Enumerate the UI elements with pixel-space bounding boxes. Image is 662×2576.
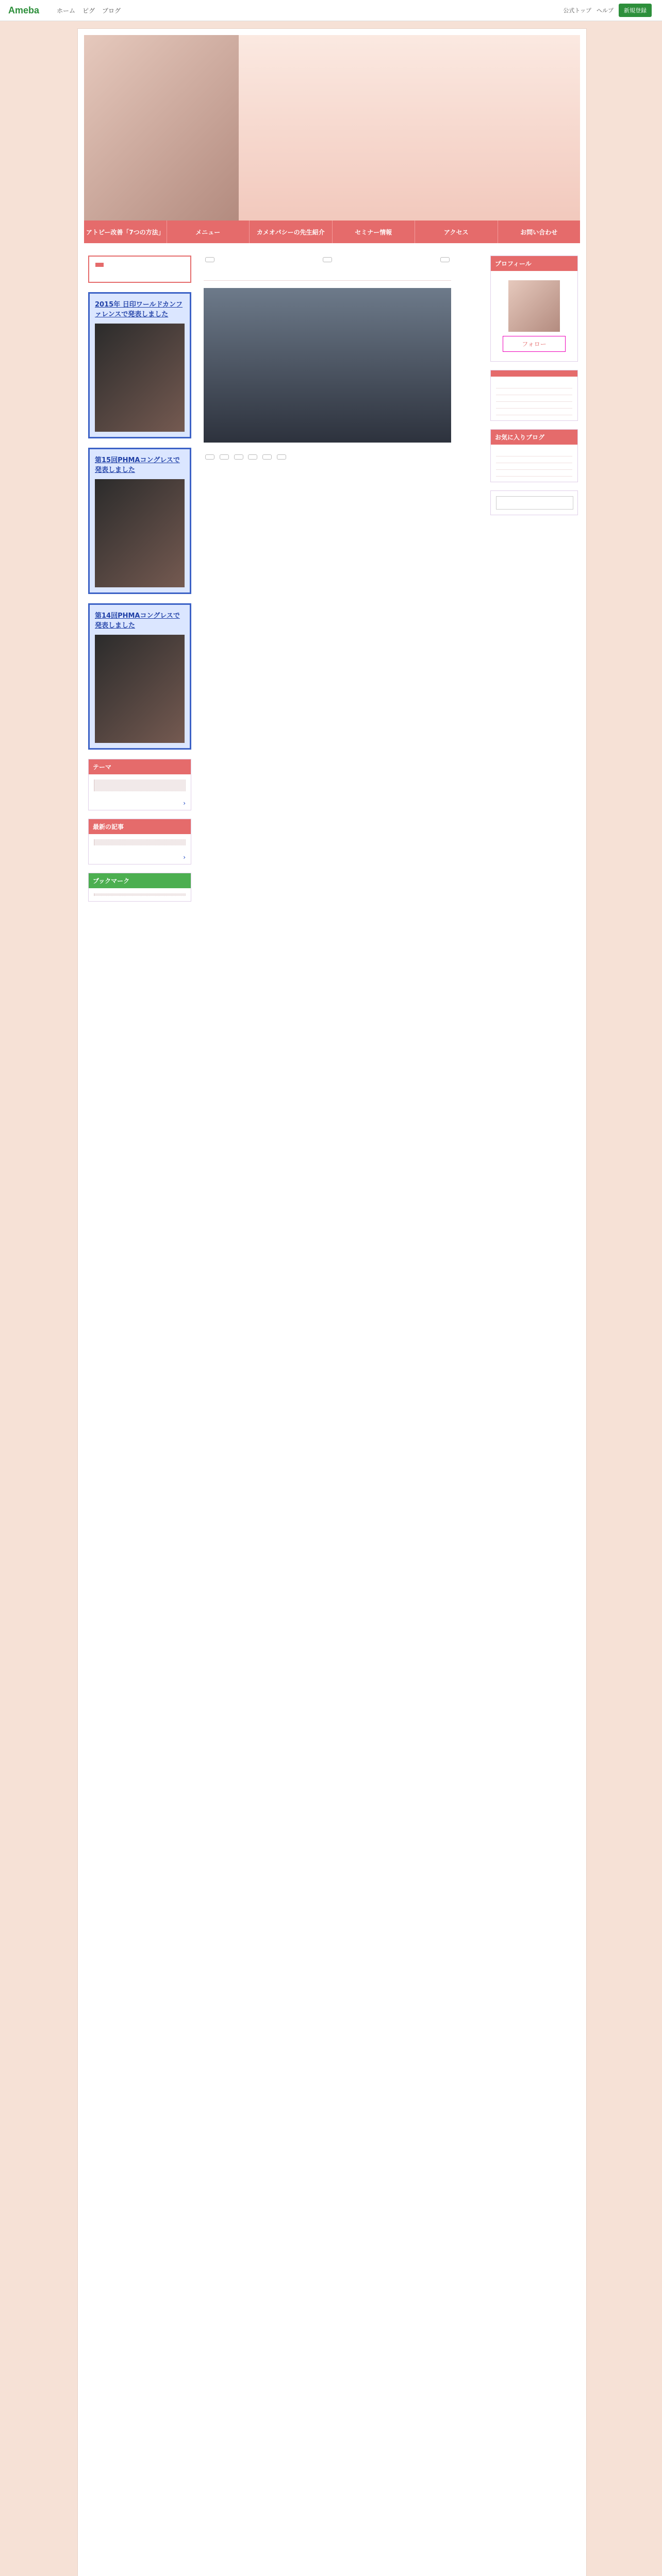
follow-box (490, 370, 578, 421)
favorite-row[interactable] (496, 456, 572, 463)
global-nav (84, 221, 580, 243)
conference-card[interactable] (88, 448, 191, 594)
latest-list (89, 834, 191, 851)
conference-card[interactable] (88, 292, 191, 438)
theme-more-link[interactable]: › (183, 800, 186, 807)
top-nav-blog[interactable]: ブログ (102, 7, 121, 14)
nav-item-menu[interactable]: メニュー (167, 221, 250, 243)
theme-box (88, 759, 191, 810)
post-action-button[interactable] (277, 454, 286, 460)
left-column (88, 256, 191, 910)
latest-box-title: 最新の記事 (89, 819, 191, 834)
latest-box (88, 819, 191, 865)
follow-row[interactable] (496, 395, 572, 402)
nav-item-teacher[interactable]: カメオパシーの先生紹介 (250, 221, 333, 243)
top-right-links (563, 4, 652, 17)
follow-box-title (491, 370, 577, 377)
conference-card[interactable] (88, 603, 191, 750)
follow-list (491, 377, 577, 420)
right-column (490, 256, 578, 523)
post-action-button[interactable] (220, 454, 229, 460)
profile-box (490, 256, 578, 362)
top-navigation (57, 6, 121, 15)
latest-more-link[interactable]: › (183, 854, 186, 861)
bookmark-box (88, 873, 191, 902)
bookmark-box-title: ブックマーク (89, 873, 191, 888)
nav-item-seminar[interactable]: セミナー情報 (333, 221, 416, 243)
next-post-button[interactable] (440, 257, 450, 262)
search-body (491, 491, 577, 515)
conference-photo (95, 635, 185, 743)
conference-photo (95, 324, 185, 432)
search-input[interactable] (496, 496, 573, 510)
favorite-row[interactable] (496, 470, 572, 477)
post-action-button[interactable] (205, 454, 214, 460)
prev-post-button[interactable] (205, 257, 214, 262)
header-photo (84, 35, 239, 221)
help-link[interactable]: ヘルプ (597, 7, 614, 14)
page-frame (77, 28, 587, 2576)
nav-item-7methods[interactable]: アトピー改善「7つの方法」 (84, 221, 167, 243)
post-navigation (204, 256, 451, 264)
post-action-button[interactable] (262, 454, 272, 460)
post-header (204, 269, 451, 281)
follow-row[interactable] (496, 402, 572, 409)
follow-row[interactable] (496, 382, 572, 388)
promo-label (95, 263, 104, 267)
search-box (490, 490, 578, 515)
bookmark-list (89, 888, 191, 901)
top-nav-pigg[interactable]: ピグ (82, 7, 95, 14)
blog-header (84, 35, 580, 221)
ameba-logo[interactable]: Ameba (8, 5, 40, 15)
conference-card-title[interactable]: 第15回PHMAコングレスで発表しました (95, 456, 180, 474)
post-photo (204, 288, 451, 443)
top-nav-home[interactable]: ホーム (57, 7, 76, 14)
profile-avatar (508, 280, 560, 332)
follow-row[interactable] (496, 409, 572, 415)
conference-photo (95, 479, 185, 587)
profile-box-title: プロフィール (491, 256, 577, 271)
favorite-row[interactable] (496, 463, 572, 470)
signup-button[interactable]: 新規登録 (619, 4, 652, 17)
favorite-list (491, 445, 577, 482)
follow-button[interactable]: フォロー (503, 336, 566, 352)
theme-box-title: テーマ (89, 759, 191, 774)
post-action-button[interactable] (248, 454, 257, 460)
favorite-box-title: お気に入りブログ (491, 430, 577, 445)
post-body (204, 288, 451, 465)
official-top-link[interactable]: 公式トップ (563, 7, 591, 14)
post-action-button[interactable] (234, 454, 243, 460)
nav-item-contact[interactable]: お問い合わせ (520, 228, 558, 236)
conference-card-title[interactable]: 第14回PHMAコングレスで発表しました (95, 612, 180, 630)
favorite-box (490, 429, 578, 482)
theme-list (89, 774, 191, 796)
nav-item-access[interactable]: アクセス (415, 221, 498, 243)
promo-box (88, 256, 191, 283)
follow-row[interactable] (496, 388, 572, 395)
conference-card-title[interactable]: 2015年 日印ワールドカンファレンスで発表しました (95, 301, 183, 318)
bookmark-item[interactable] (94, 895, 186, 896)
main-column (204, 256, 451, 465)
list-button[interactable] (323, 257, 332, 262)
profile-body (491, 271, 577, 361)
top-bar (0, 0, 662, 21)
post-actions (204, 453, 451, 465)
favorite-row[interactable] (496, 450, 572, 456)
